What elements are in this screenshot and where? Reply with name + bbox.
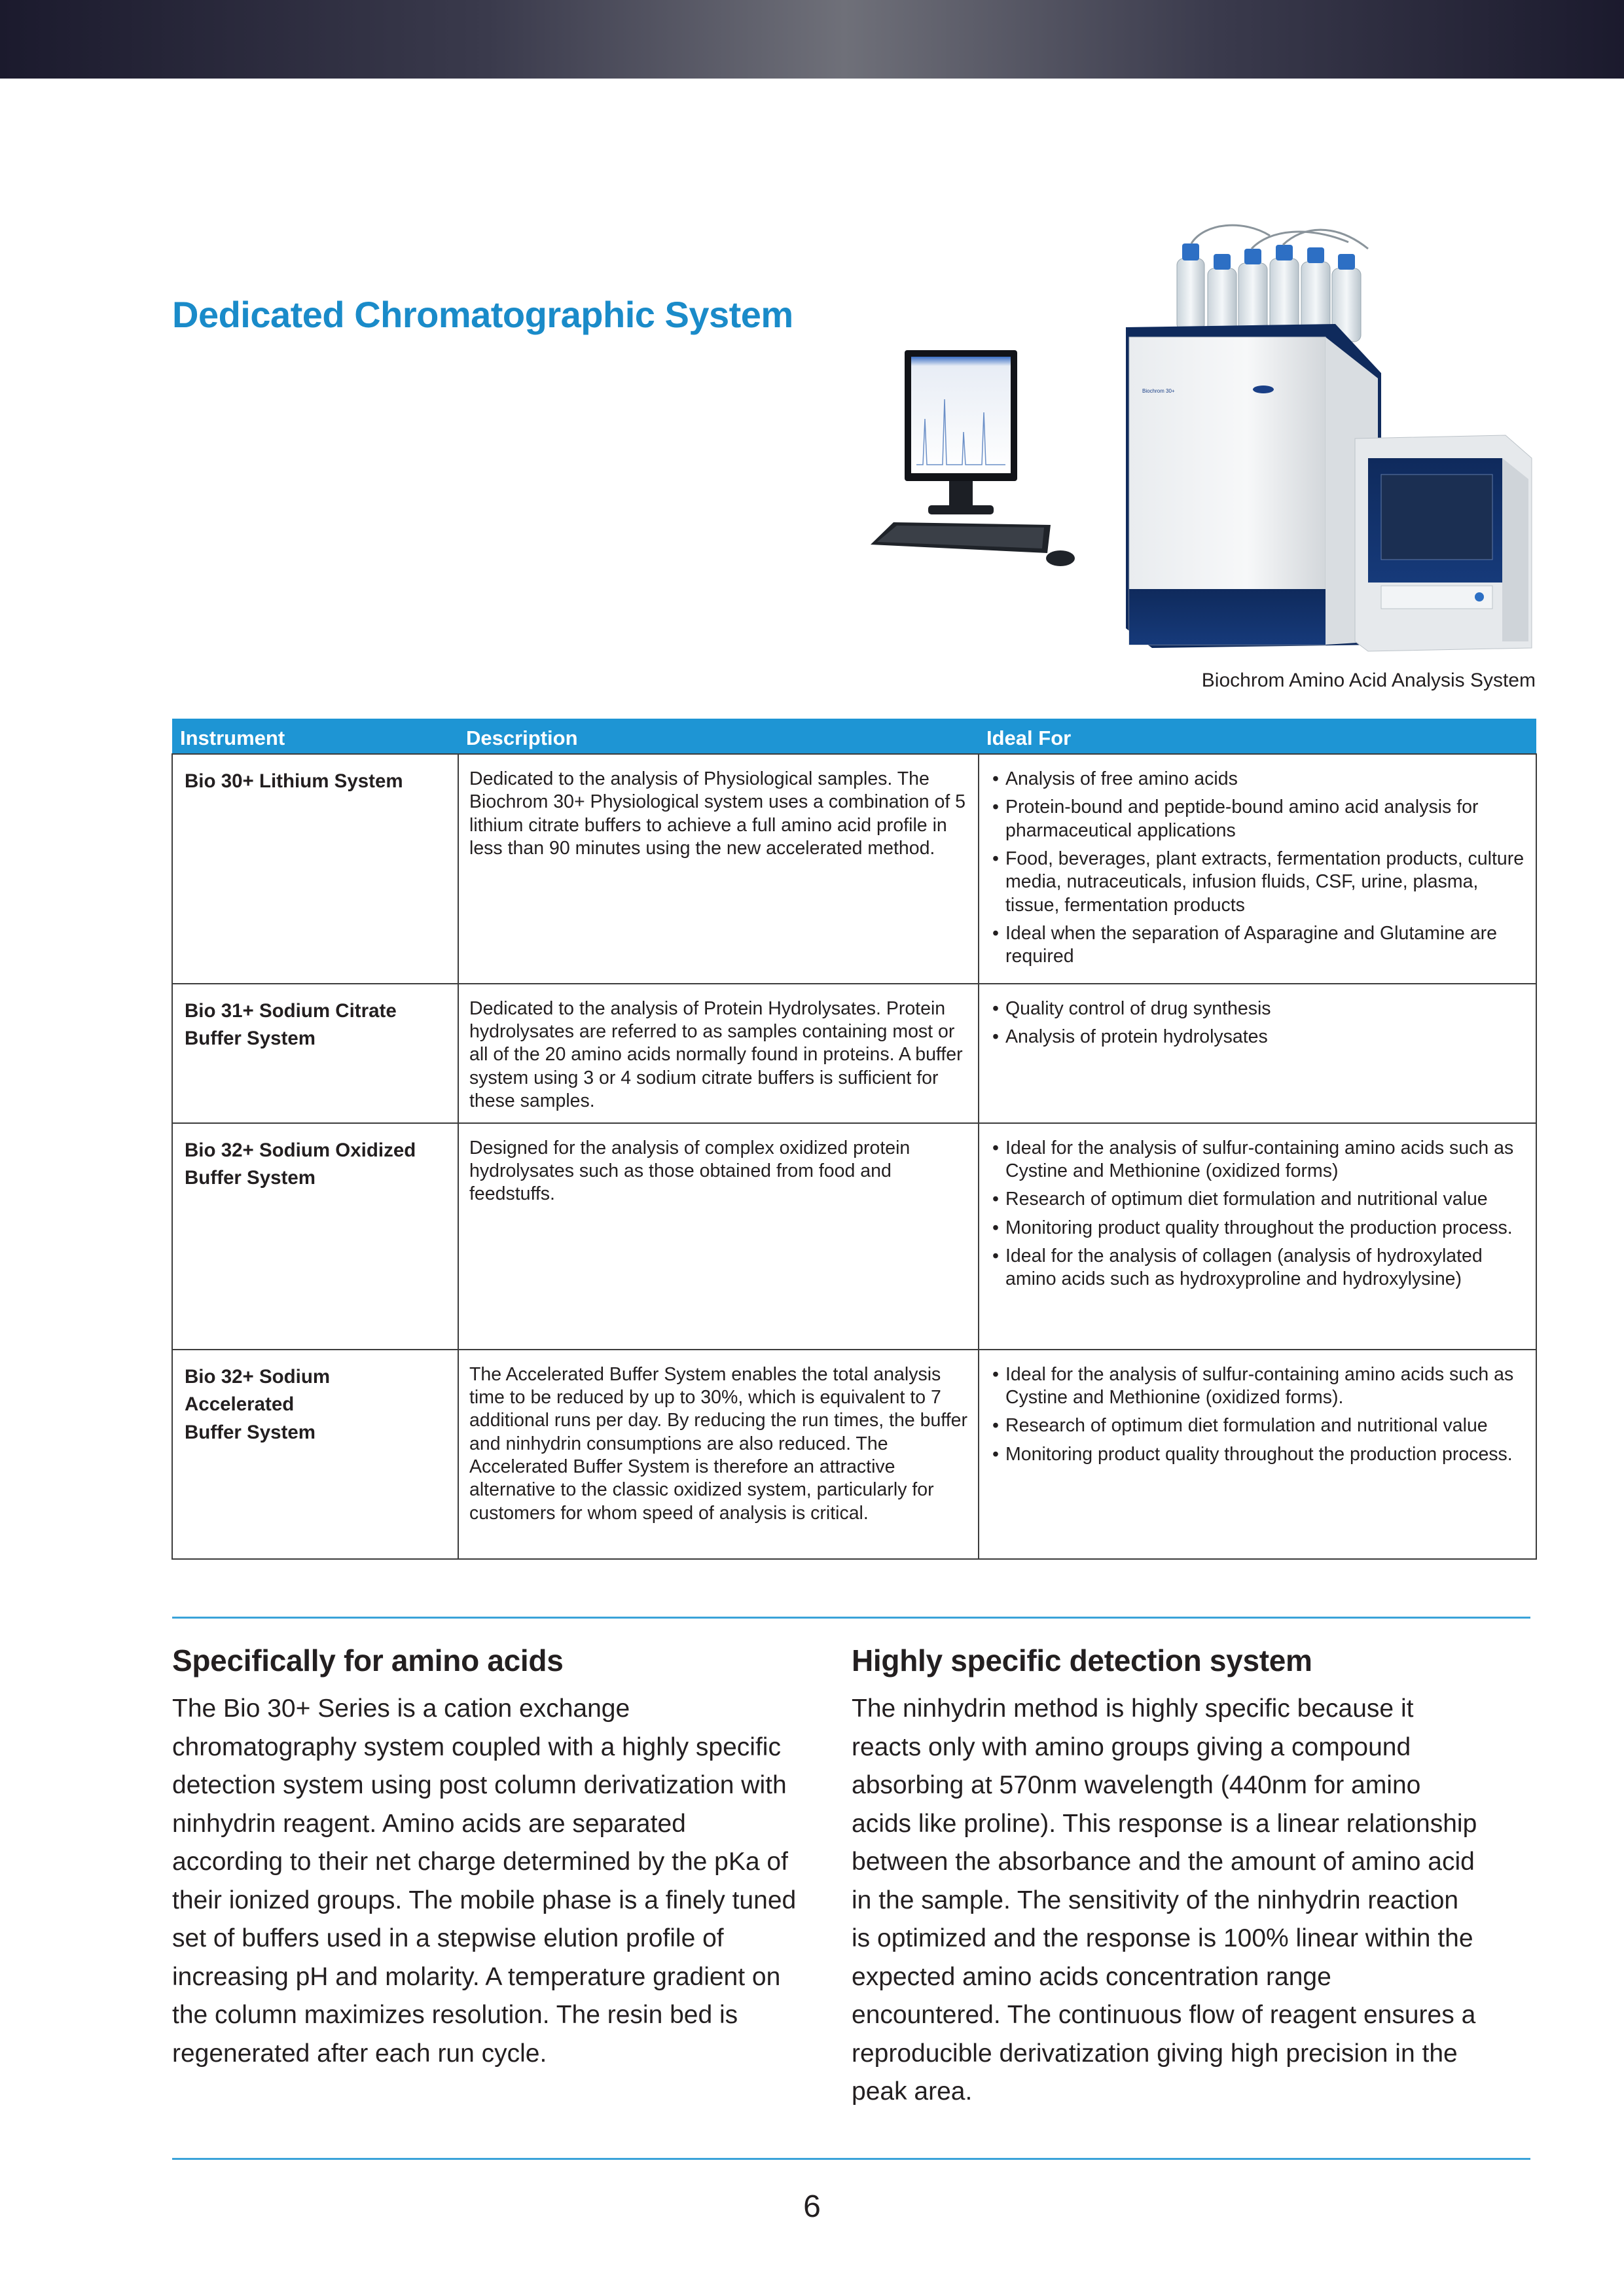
section-detection-system bbox=[852, 1643, 1480, 2111]
table-header-row bbox=[172, 719, 1536, 754]
instrument-badge: Biochrom 30+ bbox=[1142, 388, 1175, 394]
column-header: Description bbox=[458, 719, 979, 754]
description-cell: Dedicated to the analysis of Protein Hydrolysates. Protein hydrolysates are referred to as samples containing most or all of the 20 amino acids normally found in proteins. A buffer system using 3 or 4 sodium citrate buffers is sufficient for these samples. bbox=[458, 984, 979, 1123]
list-item: • Food, beverages, plant extracts, fermentation products, culture media, nutraceuticals, infusion fluids, CSF, urine, plasma, tissue, fermentation products bbox=[991, 848, 1526, 917]
list-item: • Ideal for the analysis of sulfur-containing amino acids such as Cystine and Methionine (oxidized forms) bbox=[991, 1137, 1526, 1183]
list-item: • Research of optimum diet formulation and nutritional value bbox=[991, 1414, 1526, 1437]
instrument-cell bbox=[172, 984, 458, 1123]
analyzer-cabinet bbox=[1126, 324, 1381, 648]
instrument-cell bbox=[172, 1123, 458, 1350]
column-header: Ideal For bbox=[979, 719, 1536, 754]
list-item: • Ideal when the separation of Asparagine and Glutamine are required bbox=[991, 922, 1526, 969]
list-item: • Ideal for the analysis of collagen (analysis of hydroxylated amino acids such as hydroxyproline and hydroxylysine) bbox=[991, 1245, 1526, 1291]
list-item: • Analysis of protein hydrolysates bbox=[991, 1026, 1526, 1049]
instrument-name: Buffer System bbox=[185, 1422, 316, 1444]
list-item: • Quality control of drug synthesis bbox=[991, 997, 1526, 1020]
reagent-bottles bbox=[1177, 225, 1368, 342]
section-body: The ninhydrin method is highly specific because it reacts only with amino groups giving a compound absorbing at 570nm wavelength (440nm for amino acids like proline). This response is a linear relationship between the absorbance and the amount of amino acid in the sample. The sensitivity of the ninhydrin reaction is optimized and the response is 100% linear within the expected amino acids concentration range encountered. The continuous flow of reagent ensures a reproducible derivatization giving high precision in the peak area. bbox=[852, 1695, 1477, 2106]
instrument-cell bbox=[172, 754, 458, 984]
ideal-for-cell bbox=[979, 754, 1536, 984]
instrument-table bbox=[171, 719, 1537, 1560]
page-title: Dedicated Chromatographic System bbox=[172, 294, 793, 335]
list-item: • Monitoring product quality throughout the production process. bbox=[991, 1443, 1526, 1466]
list-item: • Protein-bound and peptide-bound amino acid analysis for pharmaceutical applications bbox=[991, 796, 1526, 842]
list-item: • Ideal for the analysis of sulfur-containing amino acids such as Cystine and Methionine (oxidized forms). bbox=[991, 1363, 1526, 1410]
description-cell: Designed for the analysis of complex oxidized protein hydrolysates such as those obtained from food and feedstuffs. bbox=[458, 1123, 979, 1350]
section-divider-top bbox=[172, 1617, 1530, 1619]
list-item: • Research of optimum diet formulation and nutritional value bbox=[991, 1188, 1526, 1211]
instrument-name: Bio 32+ Sodium Oxidized bbox=[185, 1139, 416, 1161]
section-amino-acids bbox=[172, 1643, 801, 2073]
list-item: • Monitoring product quality throughout the production process. bbox=[991, 1217, 1526, 1240]
section-heading: Specifically for amino acids bbox=[172, 1643, 564, 1677]
ideal-for-cell bbox=[979, 1350, 1536, 1559]
section-divider-bottom bbox=[172, 2158, 1530, 2160]
instrument-name: Bio 32+ Sodium bbox=[185, 1365, 331, 1388]
header-band bbox=[0, 0, 1624, 79]
list-item: • Analysis of free amino acids bbox=[991, 768, 1526, 791]
ideal-for-cell bbox=[979, 984, 1536, 1123]
page-number: 6 bbox=[803, 2189, 821, 2224]
section-body: The Bio 30+ Series is a cation exchange chromatography system coupled with a highly specific detection system using post column derivatization with ninhydrin reagent. Amino acids are separated according to their net charge determined by the pKa of their ionized groups. The mobile phase is a finely tuned set of buffers used in a stepwise elution profile of increasing pH and molarity. A temperature gradient on the column maximizes resolution. The resin bed is regenerated after each run cycle. bbox=[172, 1695, 797, 2068]
column-header: Instrument bbox=[172, 719, 458, 754]
monitor bbox=[905, 350, 1017, 514]
table-row bbox=[172, 1350, 1536, 1559]
instrument-name: Accelerated bbox=[185, 1393, 295, 1416]
product-illustration bbox=[851, 223, 1545, 674]
instrument-name: Bio 30+ Lithium System bbox=[185, 770, 403, 792]
keyboard-and-mouse bbox=[871, 522, 1075, 566]
table-row bbox=[172, 1123, 1536, 1350]
instrument-name: Buffer System bbox=[185, 1028, 316, 1050]
instrument-cell bbox=[172, 1350, 458, 1559]
autosampler bbox=[1355, 435, 1532, 651]
table-row bbox=[172, 984, 1536, 1123]
section-heading: Highly specific detection system bbox=[852, 1643, 1312, 1677]
image-caption: Biochrom Amino Acid Analysis System bbox=[1201, 670, 1536, 691]
description-cell: Dedicated to the analysis of Physiological samples. The Biochrom 30+ Physiological system uses a combination of 5 lithium citrate buffers to achieve a full amino acid profile in less than 90 minutes using the new accelerated method. bbox=[458, 754, 979, 984]
description-cell: The Accelerated Buffer System enables the total analysis time to be reduced by up to 30%, which is equivalent to 7 additional runs per day. By reducing the run times, the buffer and ninhydrin consumptions are also reduced. The Accelerated Buffer System is therefore an attractive alternative to the classic oxidized system, particularly for customers for whom speed of analysis is critical. bbox=[458, 1350, 979, 1559]
ideal-for-cell bbox=[979, 1123, 1536, 1350]
instrument-name: Bio 31+ Sodium Citrate bbox=[185, 999, 397, 1022]
instrument-name: Buffer System bbox=[185, 1167, 316, 1189]
table-row bbox=[172, 754, 1536, 984]
